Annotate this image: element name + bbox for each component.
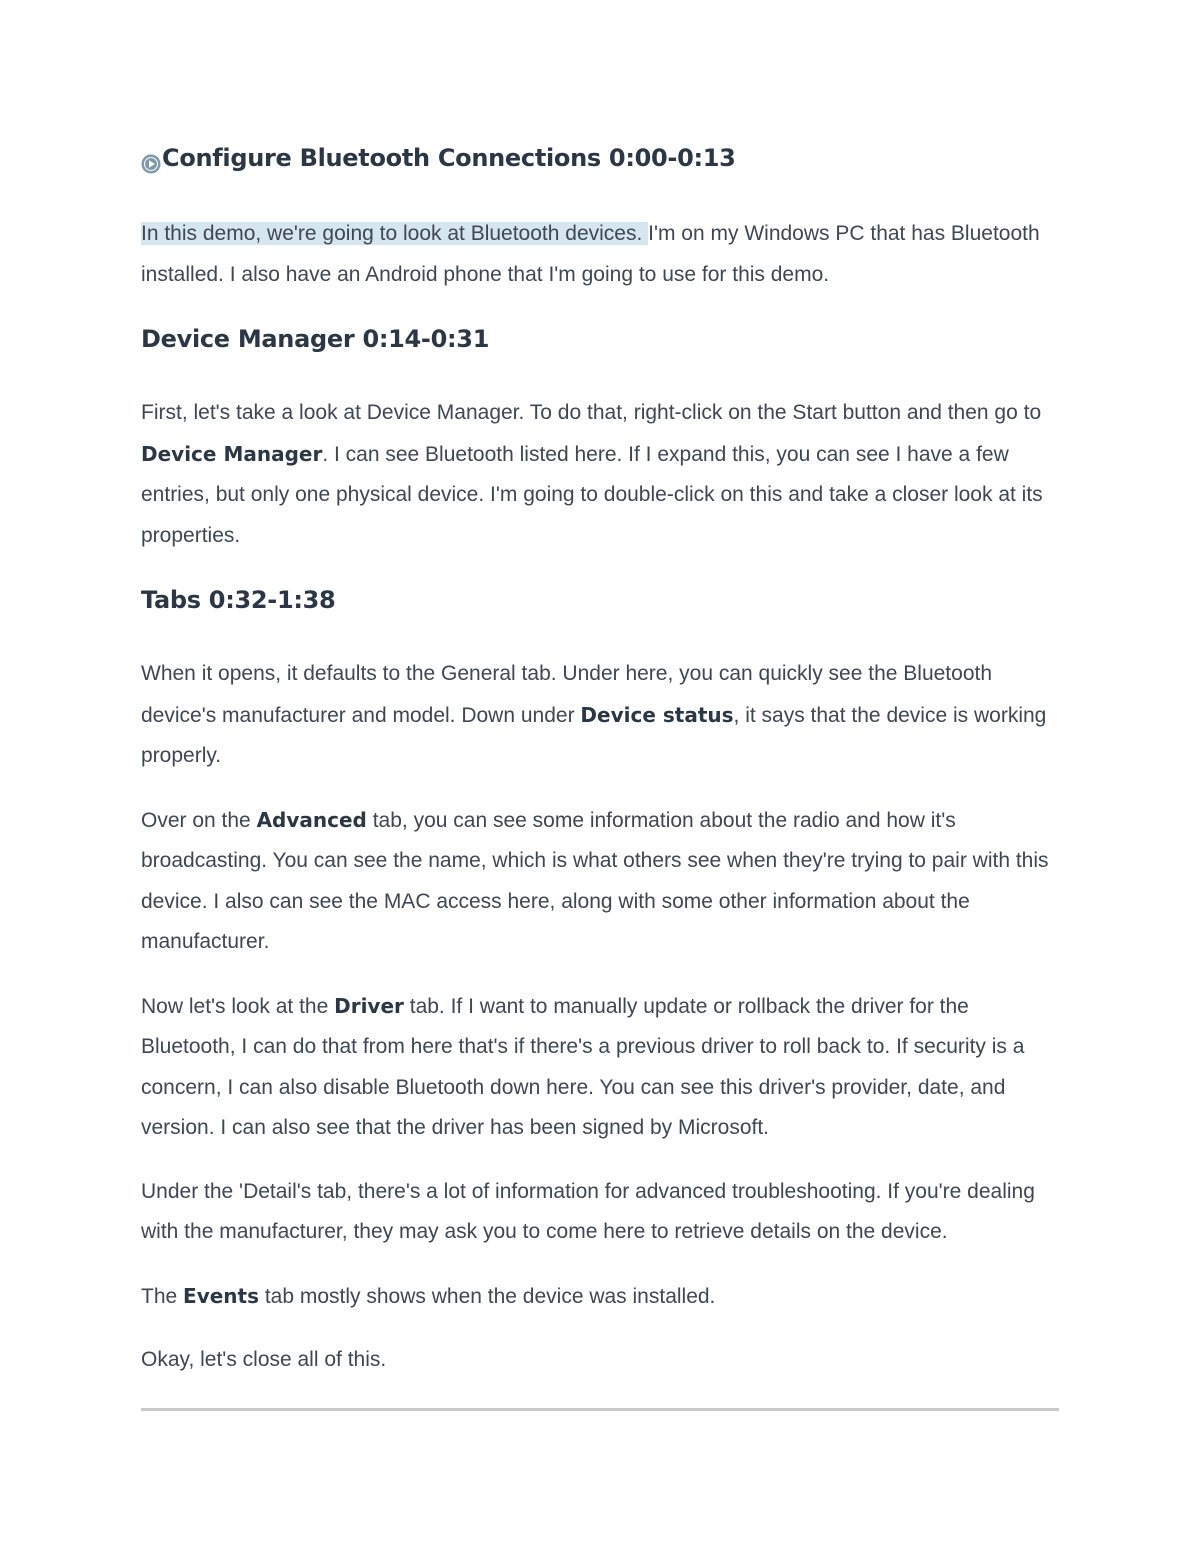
text-run: . I can see Bluetooth listed here. If I expand this, you can see I have a few entries, but only one physical device. I'm going to double-click on this and take a closer look at its properties. bbox=[141, 442, 1043, 547]
text-run: Over on the bbox=[141, 808, 257, 832]
text-run: When it opens, it defaults to the General tab. Under here, you can quickly see the Bluetooth device's manufacturer and model. Down under bbox=[141, 662, 993, 727]
general-tab-paragraph bbox=[141, 654, 1059, 777]
driver-tab-paragraph bbox=[141, 986, 1059, 1149]
device-manager-paragraph bbox=[141, 393, 1059, 556]
text-run: tab mostly shows when the device was installed. bbox=[259, 1284, 716, 1308]
closing-paragraph: Okay, let's close all of this. bbox=[141, 1348, 387, 1371]
bold-events: Events bbox=[183, 1283, 259, 1308]
play-circle-icon[interactable] bbox=[141, 148, 161, 168]
bold-advanced: Advanced bbox=[256, 807, 367, 832]
text-run: tab. If I want to manually update or rollback the driver for the Bluetooth, I can do that from here that's if there's a previous driver to roll back to. If security is a concern, I can also disable Bluetooth down here. You can see this driver's provider, date, and version. I can also see that the driver has been signed by Microsoft. bbox=[141, 994, 1025, 1139]
section-title-text: Configure Bluetooth Connections 0:00-0:13 bbox=[162, 144, 736, 172]
section-title-configure-bluetooth bbox=[141, 140, 1059, 176]
text-run: Now let's look at the bbox=[141, 994, 335, 1018]
bold-driver: Driver bbox=[334, 993, 404, 1018]
bold-device-status: Device status bbox=[580, 702, 734, 727]
highlighted-text[interactable]: In this demo, we're going to look at Bluetooth devices. bbox=[141, 222, 649, 245]
text-run: , it says that the device is working properly. bbox=[141, 703, 1047, 767]
document-body bbox=[141, 140, 1059, 1381]
section-heading-tabs: Tabs 0:32-1:38 bbox=[141, 586, 336, 614]
intro-paragraph bbox=[141, 214, 1059, 295]
details-tab-paragraph: Under the 'Detail's tab, there's a lot of information for advanced troubleshooting. If you're dealing with the manufacturer, they may ask you to come here to retrieve details on the device. bbox=[141, 1179, 1035, 1243]
text-run: The bbox=[141, 1284, 184, 1308]
bold-device-manager: Device Manager bbox=[141, 441, 323, 466]
section-heading-device-manager: Device Manager 0:14-0:31 bbox=[141, 325, 490, 353]
intro-text: I'm on my Windows PC that has Bluetooth installed. I also have an Android phone that I'm going to use for this demo. bbox=[141, 222, 1040, 286]
text-run: First, let's take a look at Device Manager. To do that, right-click on the Start button and then go to bbox=[141, 401, 1042, 424]
text-run: tab, you can see some information about the radio and how it's broadcasting. You can see the name, which is what others see when they're trying to pair with this device. I also can see the MAC access here, along with some other information about the manufacturer. bbox=[141, 808, 1049, 953]
bottom-divider bbox=[141, 1408, 1059, 1411]
advanced-tab-paragraph bbox=[141, 800, 1059, 963]
events-tab-paragraph bbox=[141, 1276, 1059, 1318]
